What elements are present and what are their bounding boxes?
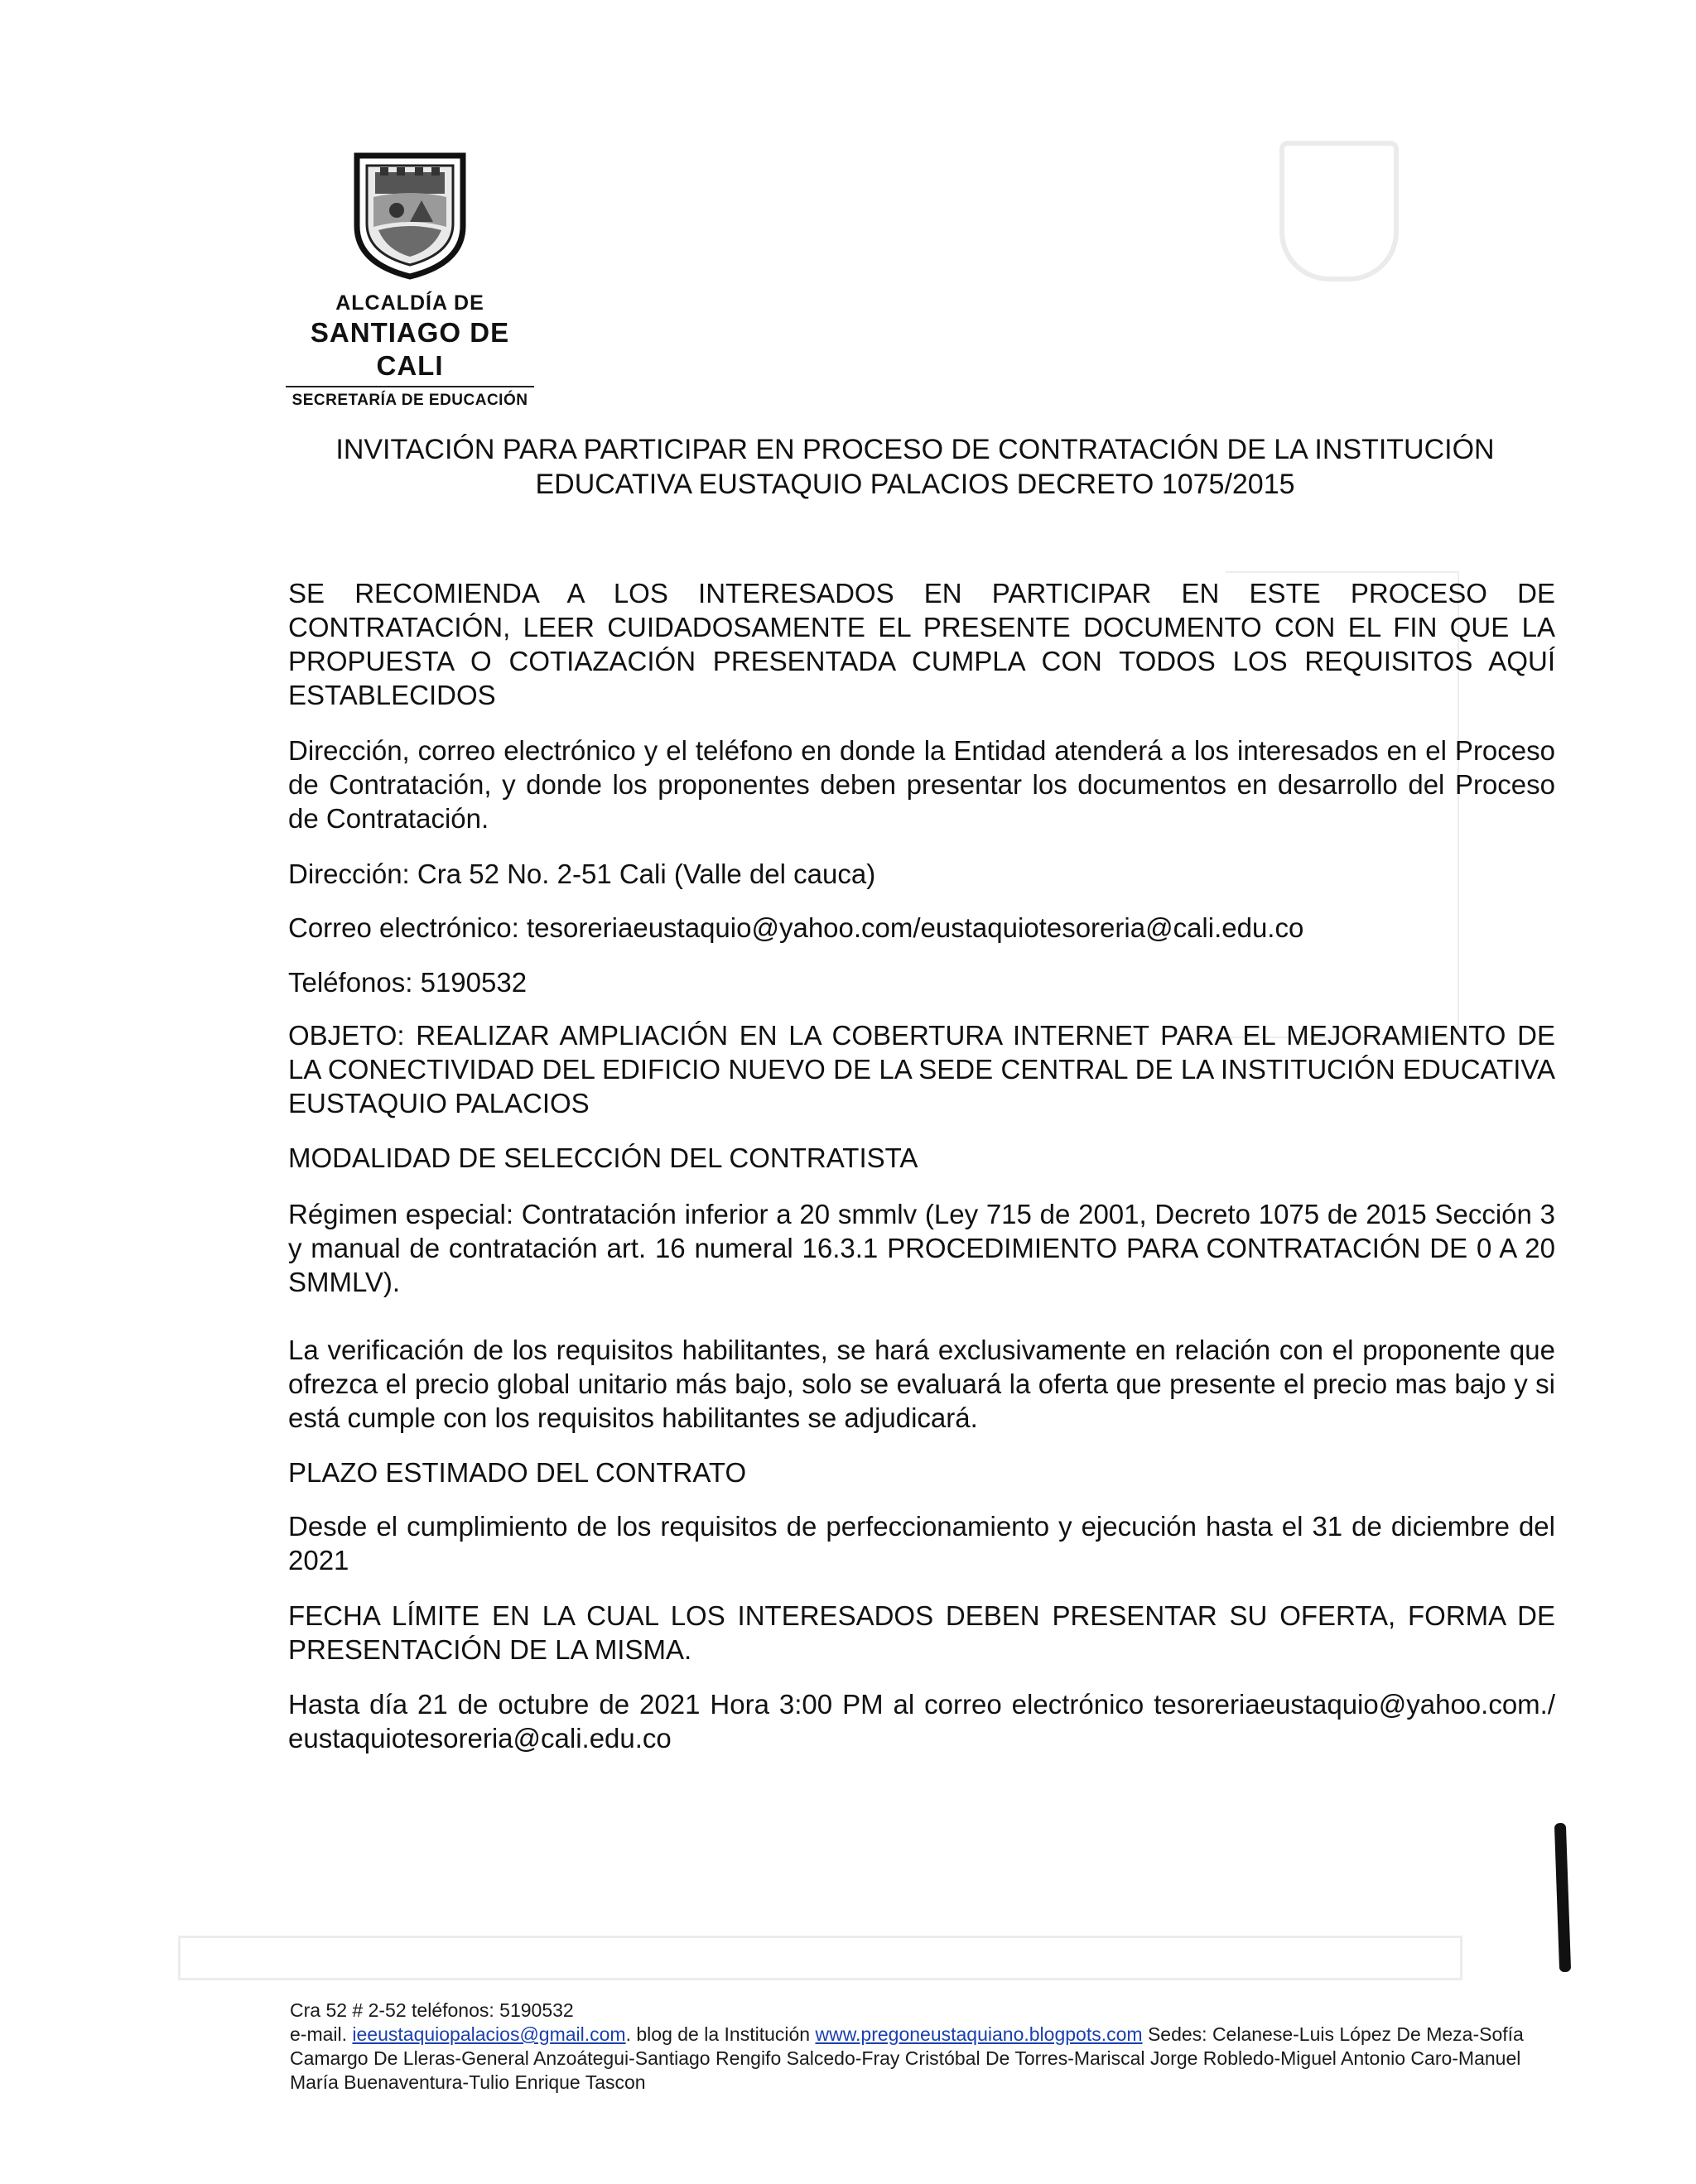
modality-heading (288, 1141, 1555, 1175)
logo-line-alcaldia: ALCALDÍA DE (335, 291, 484, 315)
title-line-1: INVITACIÓN PARA PARTICIPAR EN PROCESO DE CONTRATACIÓN DE LA INSTITUCIÓN (335, 434, 1495, 465)
recommendation-text: SE RECOMIENDA A LOS INTERESADOS EN PARTICIPAR EN ESTE PROCESO DE CONTRATACIÓN, LEER CUIDADOSAMENTE EL PRESENTE DOCUMENTO CON EL FIN QUE LA PROPUESTA O COTIAZACIÓN PRESENTADA CUMPLA CON TODOS LOS REQUISITOS AQUÍ ESTABLECIDOS (288, 578, 1555, 710)
regime-paragraph (288, 1197, 1555, 1299)
deadline-heading (288, 1599, 1555, 1667)
address-text: Dirección: Cra 52 No. 2-51 Cali (Valle del cauca) (288, 859, 876, 889)
term-heading-text: PLAZO ESTIMADO DEL CONTRATO (288, 1457, 747, 1488)
reverse-side-box-ghost (178, 1936, 1462, 1980)
footer-email-label: e-mail. (290, 2023, 353, 2045)
coat-of-arms-icon (350, 147, 470, 280)
logo-divider (286, 386, 534, 387)
footer-sedes: Sedes: Celanese-Luis López De Meza-Sofía Camargo De Lleras-General Anzoátegui-Santiago Rengifo Salcedo-Fray Cristóbal De Torres-Mariscal Jorge Robledo-Miguel Antonio Caro-Manuel María Buenaventura-Tulio Enrique Tascon (290, 2023, 1524, 2093)
footer-address-phone: Cra 52 # 2-52 teléfonos: 5190532 (290, 1999, 574, 2021)
footer-blog-label: . blog de la Institución (625, 2023, 816, 2045)
document-title (286, 432, 1544, 502)
verification-paragraph (288, 1333, 1555, 1435)
term-heading (288, 1455, 1555, 1489)
deadline-text: Hasta día 21 de octubre de 2021 Hora 3:00 PM al correo electrónico tesoreriaeustaquio@yahoo.com./ eustaquiotesoreria@cali.edu.co (288, 1689, 1555, 1753)
verification-text: La verificación de los requisitos habilitantes, se hará exclusivamente en relación con el proponente que ofrezca el precio global unitario más bajo, solo se evaluará la oferta que presente el precio mas bajo y si está cumple con los requisitos habilitantes se adjudicará. (288, 1335, 1555, 1433)
email-line (288, 911, 1555, 945)
footer-contact-line (290, 2023, 1565, 2095)
address-line (288, 857, 1555, 891)
object-text: OBJETO: REALIZAR AMPLIACIÓN EN LA COBERTURA INTERNET PARA EL MEJORAMIENTO DE LA CONECTIVIDAD DEL EDIFICIO NUEVO DE LA SEDE CENTRAL DE LA INSTITUCIÓN EDUCATIVA EUSTAQUIO PALACIOS (288, 1020, 1555, 1118)
term-text: Desde el cumplimiento de los requisitos de perfeccionamiento y ejecución hasta el 31 de diciembre del 2021 (288, 1511, 1555, 1575)
page-footer (290, 1999, 1565, 2095)
contact-intro-paragraph (288, 734, 1555, 835)
reverse-side-crest-ghost (1279, 141, 1399, 281)
phones-text: Teléfonos: 5190532 (288, 967, 528, 998)
object-paragraph (288, 1018, 1555, 1120)
title-line-2: EDUCATIVA EUSTAQUIO PALACIOS DECRETO 1075/2015 (535, 469, 1295, 500)
regime-text: Régimen especial: Contratación inferior a 20 smmlv (Ley 715 de 2001, Decreto 1075 de 2015 Sección 3 y manual de contratación art. 16 numeral 16.3.1 PROCEDIMIENTO PARA CONTRATACIÓN DE 0 A 20 SMMLV). (288, 1199, 1555, 1297)
logo-line-secretaria: SECRETARÍA DE EDUCACIÓN (292, 392, 528, 409)
deadline-heading-text: FECHA LÍMITE EN LA CUAL LOS INTERESADOS DEBEN PRESENTAR SU OFERTA, FORMA DE PRESENTACIÓN DE LA MISMA. (288, 1600, 1555, 1665)
logo-line-santiago-de-cali: SANTIAGO DE CALI (310, 317, 510, 381)
handwritten-pen-mark (1554, 1823, 1571, 1972)
email-text: Correo electrónico: tesoreriaeustaquio@yahoo.com/eustaquiotesoreria@cali.edu.co (288, 912, 1304, 943)
recommendation-paragraph (288, 576, 1555, 712)
footer-blog-link[interactable]: www.pregoneustaquiano.blogpots.com (815, 2023, 1143, 2045)
modality-heading-text: MODALIDAD DE SELECCIÓN DEL CONTRATISTA (288, 1143, 918, 1173)
term-paragraph (288, 1509, 1555, 1577)
phones-line (288, 965, 1555, 999)
contact-intro-text: Dirección, correo electrónico y el teléfono en donde la Entidad atenderá a los interesados en el Proceso de Contratación, y donde los proponentes deben presentar los documentos en desarrollo del Proceso de Contratación. (288, 735, 1555, 834)
footer-email-link[interactable]: ieeustaquiopalacios@gmail.com (352, 2023, 626, 2045)
institution-logo (273, 147, 547, 411)
deadline-paragraph (288, 1687, 1555, 1755)
